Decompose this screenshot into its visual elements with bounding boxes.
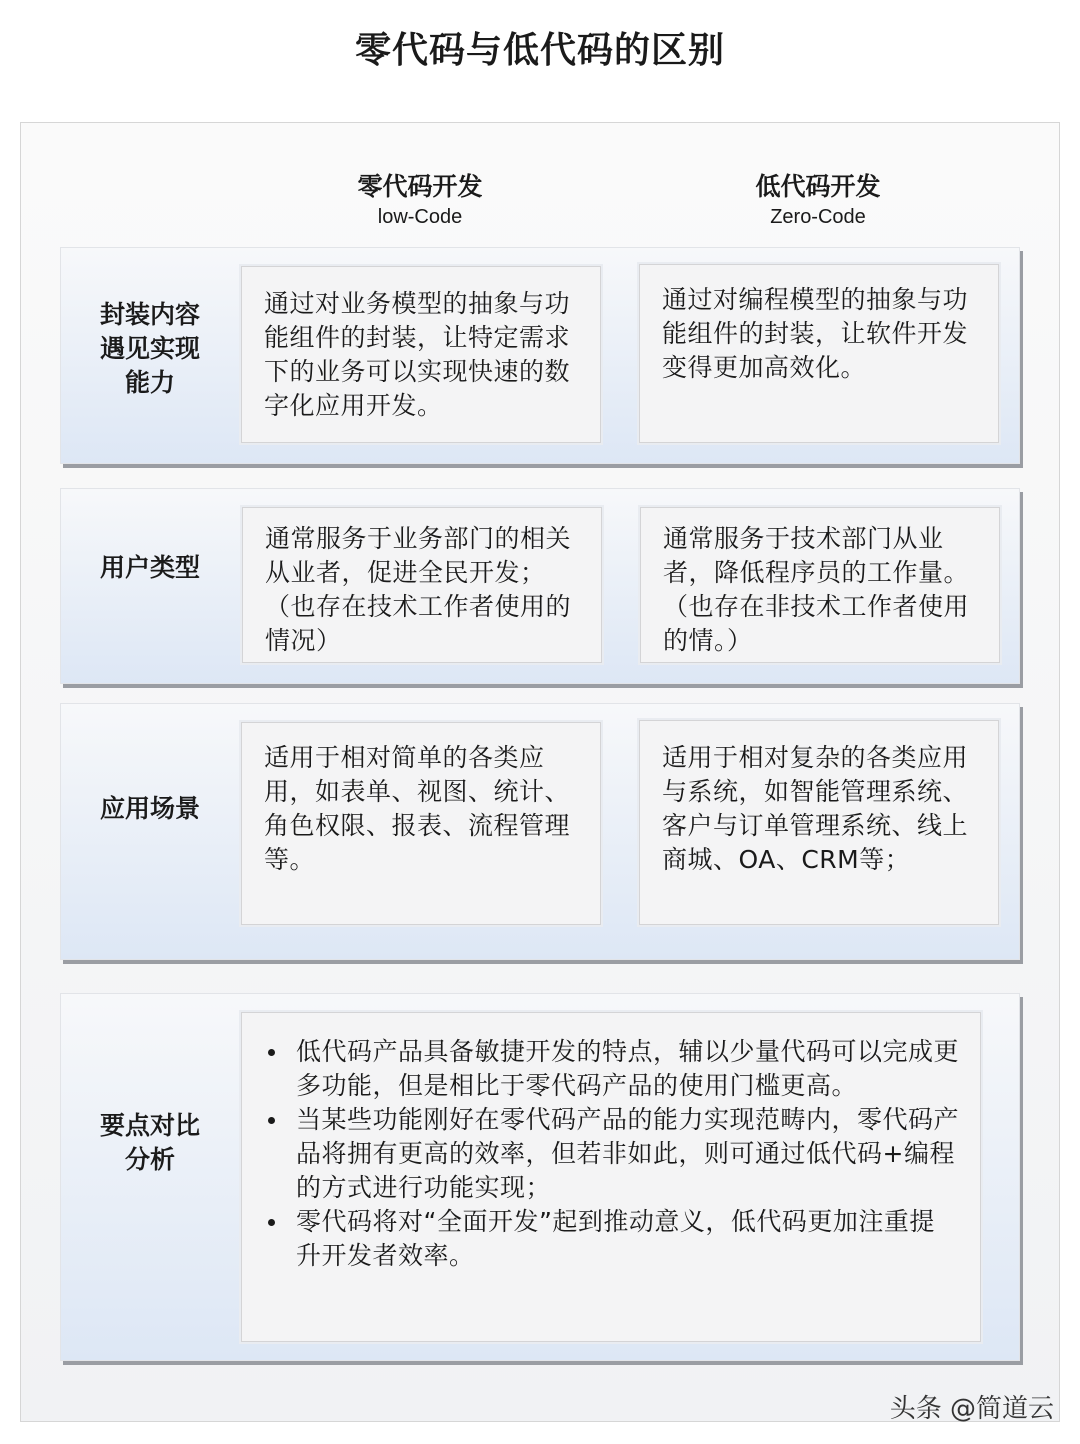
bullet-icon [268, 1219, 275, 1226]
comparison-row-capability [60, 247, 1020, 464]
comparison-row-user-type [60, 488, 1020, 684]
row-label: 要点对比分析 [99, 1111, 200, 1174]
bullet-icon [268, 1049, 275, 1056]
column-subtitle: low-Code [377, 206, 463, 228]
zero-code-cell: 通过对业务模型的抽象与功能组件的封装，让特定需求下的业务可以实现快速的数字化应用开发。 [241, 266, 601, 443]
low-code-cell: 通过对编程模型的抽象与功能组件的封装，让软件开发变得更加高效化。 [639, 264, 999, 443]
page-title: 零代码与低代码的区别 [354, 30, 725, 71]
watermark: 头条 @简道云 [889, 1394, 1054, 1424]
analysis-row [60, 993, 1020, 1361]
low-code-cell: 适用于相对复杂的各类应用与系统，如智能管理系统、客户与订单管理系统、线上商城、OA、CRM等； [639, 720, 999, 925]
analysis-point: 低代码产品具备敏捷开发的特点，辅以少量代码可以完成更多功能，但是相比于零代码产品的使用门槛更高。 [262, 1035, 960, 1103]
low-code-cell: 通常服务于技术部门从业者，降低程序员的工作量。（也存在非技术工作者使用的情。） [640, 507, 1000, 663]
column-title: 低代码开发 [755, 172, 881, 201]
row-label: 应用场景 [99, 794, 200, 823]
analysis-point: 当某些功能刚好在零代码产品的能力实现范畴内，零代码产品将拥有更高的效率，但若非如此，则可通过低代码+编程的方式进行功能实现； [262, 1103, 960, 1205]
comparison-row-scenario [60, 703, 1020, 960]
column-header-zero-code [240, 170, 600, 230]
row-label: 封装内容遇见实现能力 [99, 300, 200, 397]
bullet-icon [268, 1117, 275, 1124]
column-title: 零代码开发 [357, 172, 483, 201]
zero-code-cell: 适用于相对简单的各类应用，如表单、视图、统计、角色权限、报表、流程管理等。 [241, 722, 601, 925]
column-subtitle: Zero-Code [770, 206, 866, 228]
column-header-low-code [638, 170, 998, 230]
analysis-list [262, 1035, 960, 1273]
analysis-point: 零代码将对“全面开发”起到推动意义，低代码更加注重提升开发者效率。 [262, 1205, 960, 1273]
zero-code-cell: 通常服务于业务部门的相关从业者，促进全民开发；（也存在技术工作者使用的情况） [242, 507, 602, 663]
row-label: 用户类型 [99, 553, 200, 582]
analysis-box [241, 1012, 981, 1342]
